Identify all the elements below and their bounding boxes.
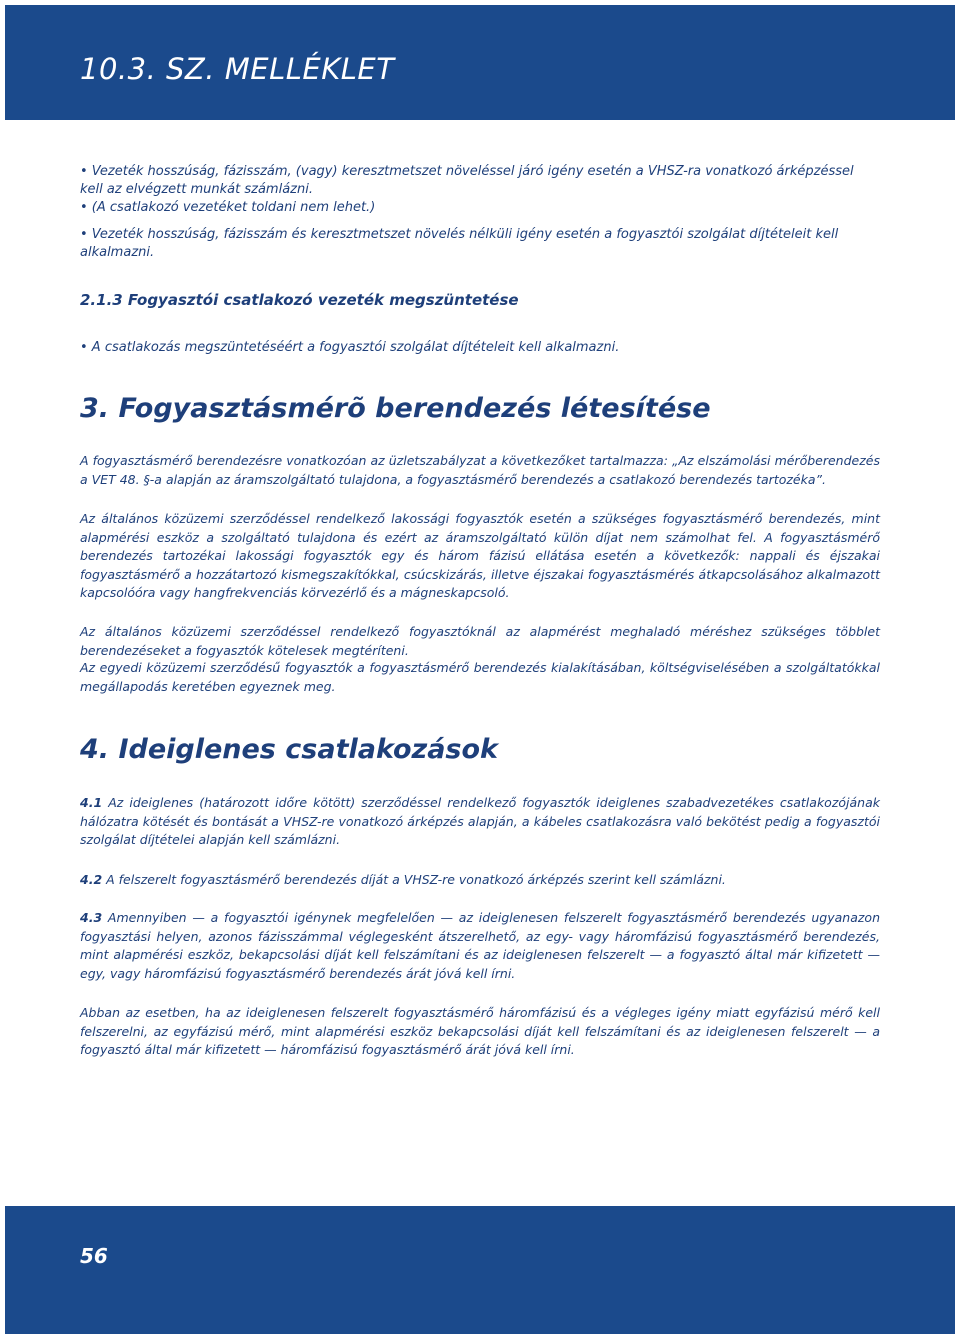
top-bullet-list [80, 163, 880, 262]
item-number: 4.3 [80, 910, 103, 925]
section-3-para-1: A fogyasztásmérő berendezésre vonatkozóan az üzletszabályzat a következőket tartalmazza: „Az elszámolási mérőberendezés a VET 48. §-a alapján az áramszolgáltató tulajdona, a fogyasztásmérő berendezés a csatlakozó berendezés tartozéka”. [80, 453, 880, 487]
section-3-para-4: Az egyedi közüzemi szerződésű fogyasztók a fogyasztásmérő berendezés kialakításában, költségviselésében a szolgáltatókkal megállapodás keretében egyeznek meg. [80, 660, 880, 694]
item-text: A felszerelt fogyasztásmérő berendezés díját a VHSZ-re vonatkozó árképzés szerint kell számlázni. [102, 872, 726, 887]
section-3-heading: 3. Fogyasztásmérõ berendezés létesítése [80, 393, 711, 424]
list-item: • Vezeték hosszúság, fázisszám és keresztmetszet növelés nélküli igény esetén a fogyasztói szolgálat díjtételeit kell alkalmazni. [80, 227, 839, 260]
item-number: 4.1 [80, 795, 103, 810]
item-text: Az ideiglenes (határozott időre kötött) szerződéssel rendelkező fogyasztók ideiglenes szabadvezetékes csatlakozójának hálózatra kötését és bontását a VHSZ-re vonatkozó árképzés alapján, a kábeles csatlakozásra való bekötést pedig a fogyasztói szolgálat díjtételei alapján kell számlázni. [80, 795, 880, 847]
item-text: Amennyiben — a fogyasztói igénynek megfelelően — az ideiglenesen felszerelt fogyasztásmérő berendezés ugyanazon fogyasztási helyen, azonos fázisszámmal véglegesként átszerelhető, az egy- vagy háromfázisú fogyasztásmérő berendezés, mint alapmérési eszköz, bekapcsolási díját kell felszámítani és az ideiglenesen felszerelt — a fogyasztó által már kifizetett — egy, vagy háromfázisú fogyasztásmérő berendezés árát jóvá kell írni. [80, 910, 880, 981]
section-3-para-3: Az általános közüzemi szerződéssel rendelkező fogyasztóknál az alapmérést meghaladó méréshez szükséges többlet berendezéseket a fogyasztók kötelesek megtéríteni. [80, 624, 880, 658]
section-4-closing: Abban az esetben, ha az ideiglenesen felszerelt fogyasztásmérő háromfázisú és a végleges igény miatt egyfázisú mérő kell felszerelni, az egyfázisú mérő, mint alapmérési eszköz bekapcsolási díját kell felszámítani és az ideiglenesen felszerelt — a fogyasztó által már kifizetett — háromfázisú fogyasztásmérő árát jóvá kell írni. [80, 1005, 880, 1057]
page-title: 10.3. SZ. MELLÉKLET [80, 52, 395, 86]
section-213-bullet: • A csatlakozás megszüntetéséért a fogyasztói szolgálat díjtételeit kell alkalmazni. [80, 340, 620, 355]
section-4-item-3 [80, 909, 880, 983]
list-item: • (A csatlakozó vezetéket toldani nem lehet.) [80, 200, 376, 215]
footer-band [5, 1206, 955, 1334]
section-3-para-2: Az általános közüzemi szerződéssel rendelkező lakossági fogyasztók esetén a szükséges fogyasztásmérő berendezés, mint alapmérési eszköz a szolgáltató tulajdona és ezért az áramszolgáltató külön díjat nem számolhat fel. A fogyasztásmérő berendezés tartozékai lakossági fogyasztók egy és három fázisú ellátása esetén a következők: nappali és éjszakai fogyasztásmérő a hozzátartozó kismegszakítókkal, csúcskizárás, illetve éjszakai fogyasztásmérés átkapcsolásához alkalmazott kapcsolóóra vagy hangfrekvenciás körvezérlő és a mágneskapcsoló. [80, 511, 880, 600]
list-item: • Vezeték hosszúság, fázisszám, (vagy) keresztmetszet növeléssel járó igény esetén a VHSZ-ra vonatkozó árképzéssel kell az elvégzett munkát számlázni. [80, 164, 854, 197]
page-number: 56 [80, 1244, 108, 1268]
section-213-heading: 2.1.3 Fogyasztói csatlakozó vezeték megszüntetése [80, 291, 519, 309]
item-number: 4.2 [80, 872, 103, 887]
section-4-heading: 4. Ideiglenes csatlakozások [80, 734, 499, 765]
section-4-item-2 [80, 871, 880, 890]
main-content [80, 163, 880, 1057]
section-4-item-1 [80, 794, 880, 850]
